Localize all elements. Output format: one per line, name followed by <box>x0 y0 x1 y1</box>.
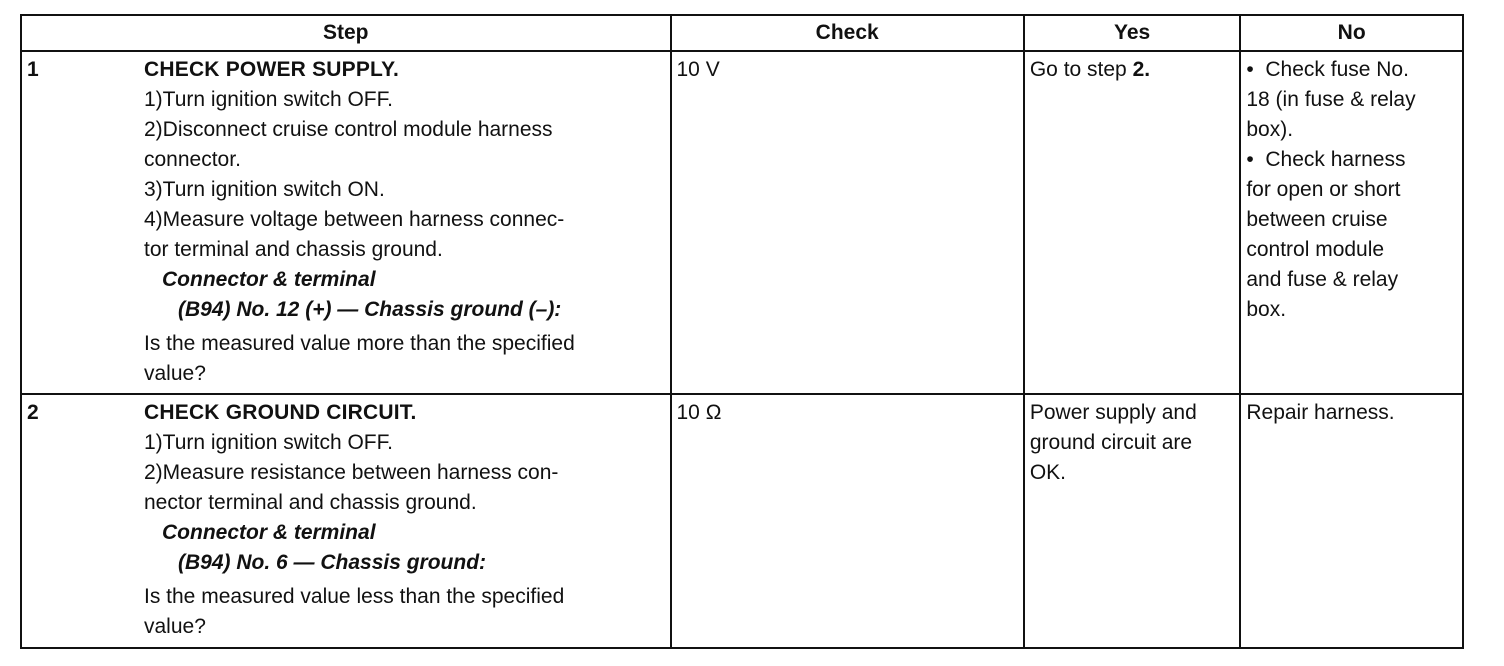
instruction-line: 1)Turn ignition switch OFF. <box>144 88 393 111</box>
no-bullet-line: • Check fuse No. <box>1246 55 1457 85</box>
yes-line: Power supply and <box>1029 401 1197 424</box>
no-bullet-line: • Check harness <box>1246 145 1457 175</box>
no-line: between cruise <box>1246 208 1388 231</box>
no-line: box). <box>1246 118 1294 141</box>
step-title: CHECK POWER SUPPLY. <box>144 58 400 81</box>
diagnostic-table <box>20 14 1464 649</box>
no-cell <box>1240 51 1463 394</box>
question-line: value? <box>144 615 206 638</box>
instruction-line: 4)Measure voltage between harness connec- <box>144 208 565 231</box>
question-line: value? <box>144 362 206 385</box>
yes-step-ref: 2. <box>1132 58 1151 81</box>
header-yes: Yes <box>1024 15 1241 51</box>
no-line: box. <box>1246 298 1287 321</box>
no-line: and fuse & relay <box>1246 268 1399 291</box>
step-cell <box>21 51 671 394</box>
connector-label: Connector & terminal <box>162 521 376 544</box>
yes-cell <box>1024 394 1241 648</box>
question-line: Is the measured value more than the specified <box>144 332 575 355</box>
step-title: CHECK GROUND CIRCUIT. <box>144 401 417 424</box>
no-line: control module <box>1246 238 1385 261</box>
header-check: Check <box>671 15 1024 51</box>
header-step: Step <box>21 15 671 51</box>
no-line: Repair harness. <box>1246 401 1395 424</box>
table-header-row <box>21 15 1463 51</box>
instruction-line: nector terminal and chassis ground. <box>144 491 477 514</box>
instruction-line: 3)Turn ignition switch ON. <box>144 178 385 201</box>
question-line: Is the measured value less than the specified <box>144 585 565 608</box>
instruction-line: connector. <box>144 148 241 171</box>
no-cell <box>1240 394 1463 648</box>
table-row <box>21 394 1463 648</box>
yes-line: OK. <box>1029 461 1067 484</box>
yes-text: Go to step <box>1029 58 1133 81</box>
yes-cell <box>1024 51 1241 394</box>
header-no: No <box>1240 15 1463 51</box>
check-cell: 10 Ω <box>671 394 1024 648</box>
instruction-line: tor terminal and chassis ground. <box>144 238 443 261</box>
instruction-line: 1)Turn ignition switch OFF. <box>144 431 393 454</box>
instruction-line: 2)Measure resistance between harness con- <box>144 461 559 484</box>
yes-line: ground circuit are <box>1029 431 1193 454</box>
connector-label: Connector & terminal <box>162 268 376 291</box>
step-number: 1 <box>27 58 39 81</box>
table-row <box>21 51 1463 394</box>
connector-spec: (B94) No. 12 (+) — Chassis ground (–): <box>178 298 562 321</box>
instruction-line: 2)Disconnect cruise control module harness <box>144 118 553 141</box>
step-cell <box>21 394 671 648</box>
step-number: 2 <box>27 401 39 424</box>
no-line: for open or short <box>1246 178 1401 201</box>
no-line: 18 (in fuse & relay <box>1246 88 1416 111</box>
check-cell: 10 V <box>671 51 1024 394</box>
connector-spec: (B94) No. 6 — Chassis ground: <box>178 551 487 574</box>
